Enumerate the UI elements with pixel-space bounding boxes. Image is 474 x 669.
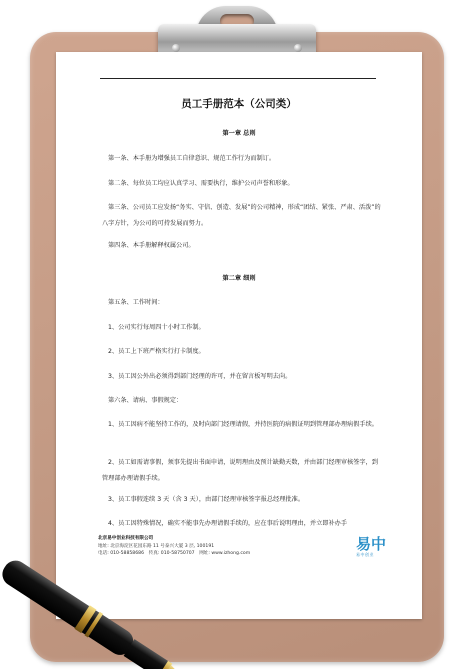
- paragraph: 第四条、本手册解释权属公司。: [108, 242, 195, 249]
- paragraph: 3、员工事假连续 3 天（含 3 天），由部门经理审核签字报总经理批准。: [108, 496, 305, 503]
- chapter-heading-1: 第一章 总则: [222, 130, 256, 137]
- fountain-pen-icon: [0, 540, 250, 669]
- paragraph: 1、公司实行每周四十小时工作制。: [108, 324, 205, 331]
- paragraph: 1、员工因病不能坚持工作的，及时向部门经理请假，并持医院的病假证明到管理部办理病假手续。: [108, 421, 378, 428]
- paragraph: 3、员工因公外出必须得到部门经理的许可，并在留言板写明去向。: [108, 373, 292, 380]
- company-logo: [356, 536, 416, 562]
- logo-mark: 易中: [356, 535, 387, 553]
- document-title: 员工手册范本（公司类）: [181, 98, 297, 110]
- clip-rivet-left: [172, 44, 180, 52]
- document-page: [56, 52, 422, 619]
- paragraph: 第一条、本手册为增强员工自律意识、规范工作行为而制订。: [108, 155, 276, 162]
- paragraph: 第六条、请病、事假规定：: [108, 397, 183, 404]
- footer-address: 地址: 北京海淀区花园东路 11 号泰兴大厦 3 层, 100191: [98, 543, 215, 549]
- clip-rivet-right: [294, 44, 302, 52]
- paragraph: 2、员工上下班严格实行打卡制度。: [108, 348, 205, 355]
- footer-company: 北京易中创业科技有限公司: [98, 536, 154, 541]
- chapter-heading-2: 第二章 细则: [222, 275, 256, 282]
- logo-subtitle: 易中创业: [356, 552, 374, 557]
- paragraph: 第二条、每位员工均应认真学习、需要执行，维护公司声誉和形象。: [108, 180, 294, 187]
- footer-contact: 电话: 010-58858686 传真: 010-58750707 网址: www.izhong.com: [98, 551, 251, 557]
- paragraph: 2、员工如需请事假，须事先提出书面申请，说明理由及预计缺勤天数，并由部门经理审核签字，到管理部办理请假手续。: [102, 459, 378, 482]
- header-rule: [100, 78, 376, 79]
- paragraph: 4、员工因特殊情况，确实不能事先办理请假手续的，应在事后说明理由，并立即补办手: [108, 520, 348, 527]
- paragraph: 第五条、工作时间：: [108, 299, 164, 306]
- paragraph: 第三条、公司员工应发扬“务实、守信、创造、发展”的公司精神，形成“团结、紧张、严肃、活泼”的八字方针，为公司的可持发展而努力。: [102, 204, 381, 227]
